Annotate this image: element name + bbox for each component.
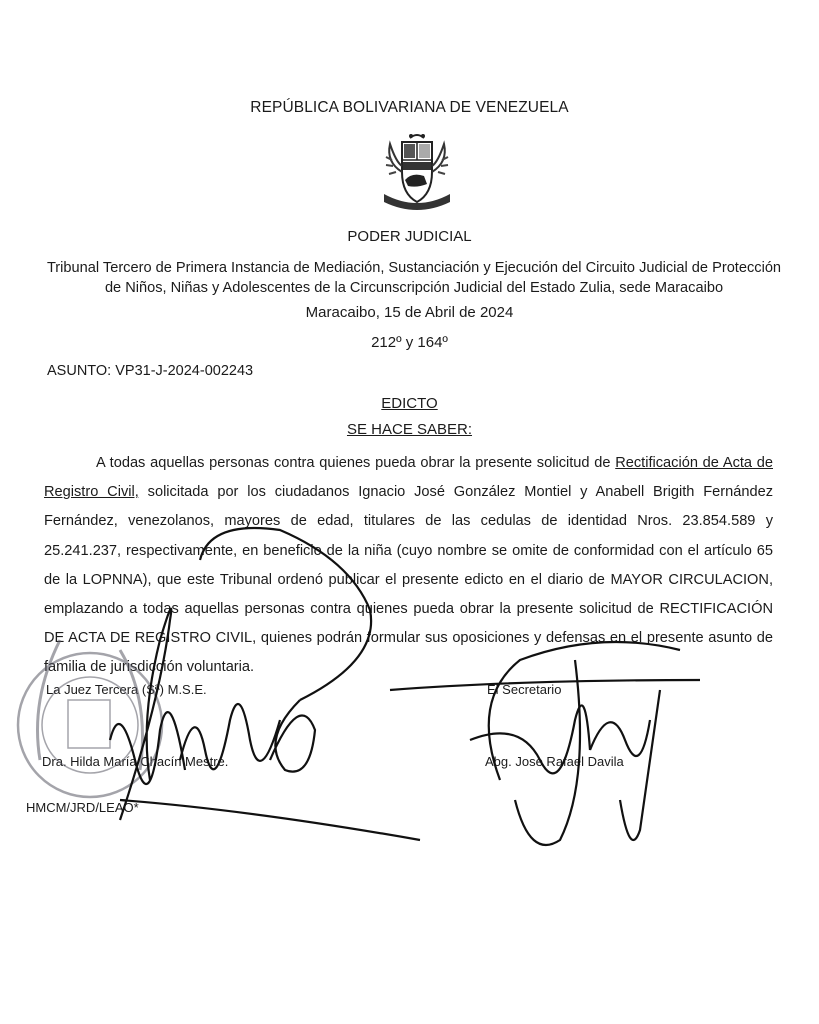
city-date: Maracaibo, 15 de Abril de 2024	[305, 304, 514, 321]
body-paragraph	[44, 449, 773, 683]
secretary-name: Abg. Jose Rafael Davila	[485, 754, 624, 769]
era-line: 212º y 164º	[371, 334, 448, 351]
subtitle-label: SE HACE SABER:	[346, 421, 473, 438]
venezuela-coat-of-arms-icon	[372, 132, 462, 222]
body-start: A todas aquellas personas contra quienes pueda obrar la presente solicitud de	[96, 455, 616, 471]
document-initials: HMCM/JRD/LEAO*	[26, 800, 139, 815]
country-heading: REPÚBLICA BOLIVARIANA DE VENEZUELA	[250, 99, 569, 116]
judge-title: La Juez Tercera (Sª) M.S.E.	[46, 682, 207, 697]
case-number	[47, 363, 253, 379]
case-value: VP31-J-2024-002243	[115, 363, 254, 379]
secretary-title: El Secretario	[487, 682, 562, 697]
document-title	[0, 395, 819, 412]
document-subtitle	[0, 421, 819, 438]
body-subject: Rectificación de Acta de Registro Civil,	[44, 455, 773, 501]
body-rest: solicitada por los ciudadanos Ignacio José González Montiel y Anabell Brigith Fernández Fernández, venezolanos, mayores de edad, titulares de las cedulas de identidad Nros. 23.854.589 y 25.241.237, respectivamente, en beneficio de la niña (cuyo nombre se omite de conformidad con el artículo 65 de la LOPNNA), que este Tribunal ordenó publicar el presente edicto en el diario de MAYOR CIRCULACION, emplazando a todas aquellas personas contra quienes pueda obrar la presente solicitud de RECTIFICACIÓN DE ACTA DE REGISTRO CIVIL, quienes podrán formular sus oposiciones y defensas en el presente asunto de familia de jurisdicción voluntaria.	[44, 484, 774, 676]
case-label: ASUNTO:	[47, 363, 112, 379]
tribunal-name: Tribunal Tercero de Primera Instancia de Mediación, Sustanciación y Ejecución del Circuito Judicial de Protección de Niños, Niñas y Adolescentes de la Circunscripción Judicial del Estado Zulia, sede Maracaibo	[46, 260, 782, 296]
institution-heading: PODER JUDICIAL	[347, 228, 472, 245]
edicto-label: EDICTO	[381, 395, 438, 412]
judge-name: Dra. Hilda María Chacín Mestre.	[42, 754, 229, 769]
